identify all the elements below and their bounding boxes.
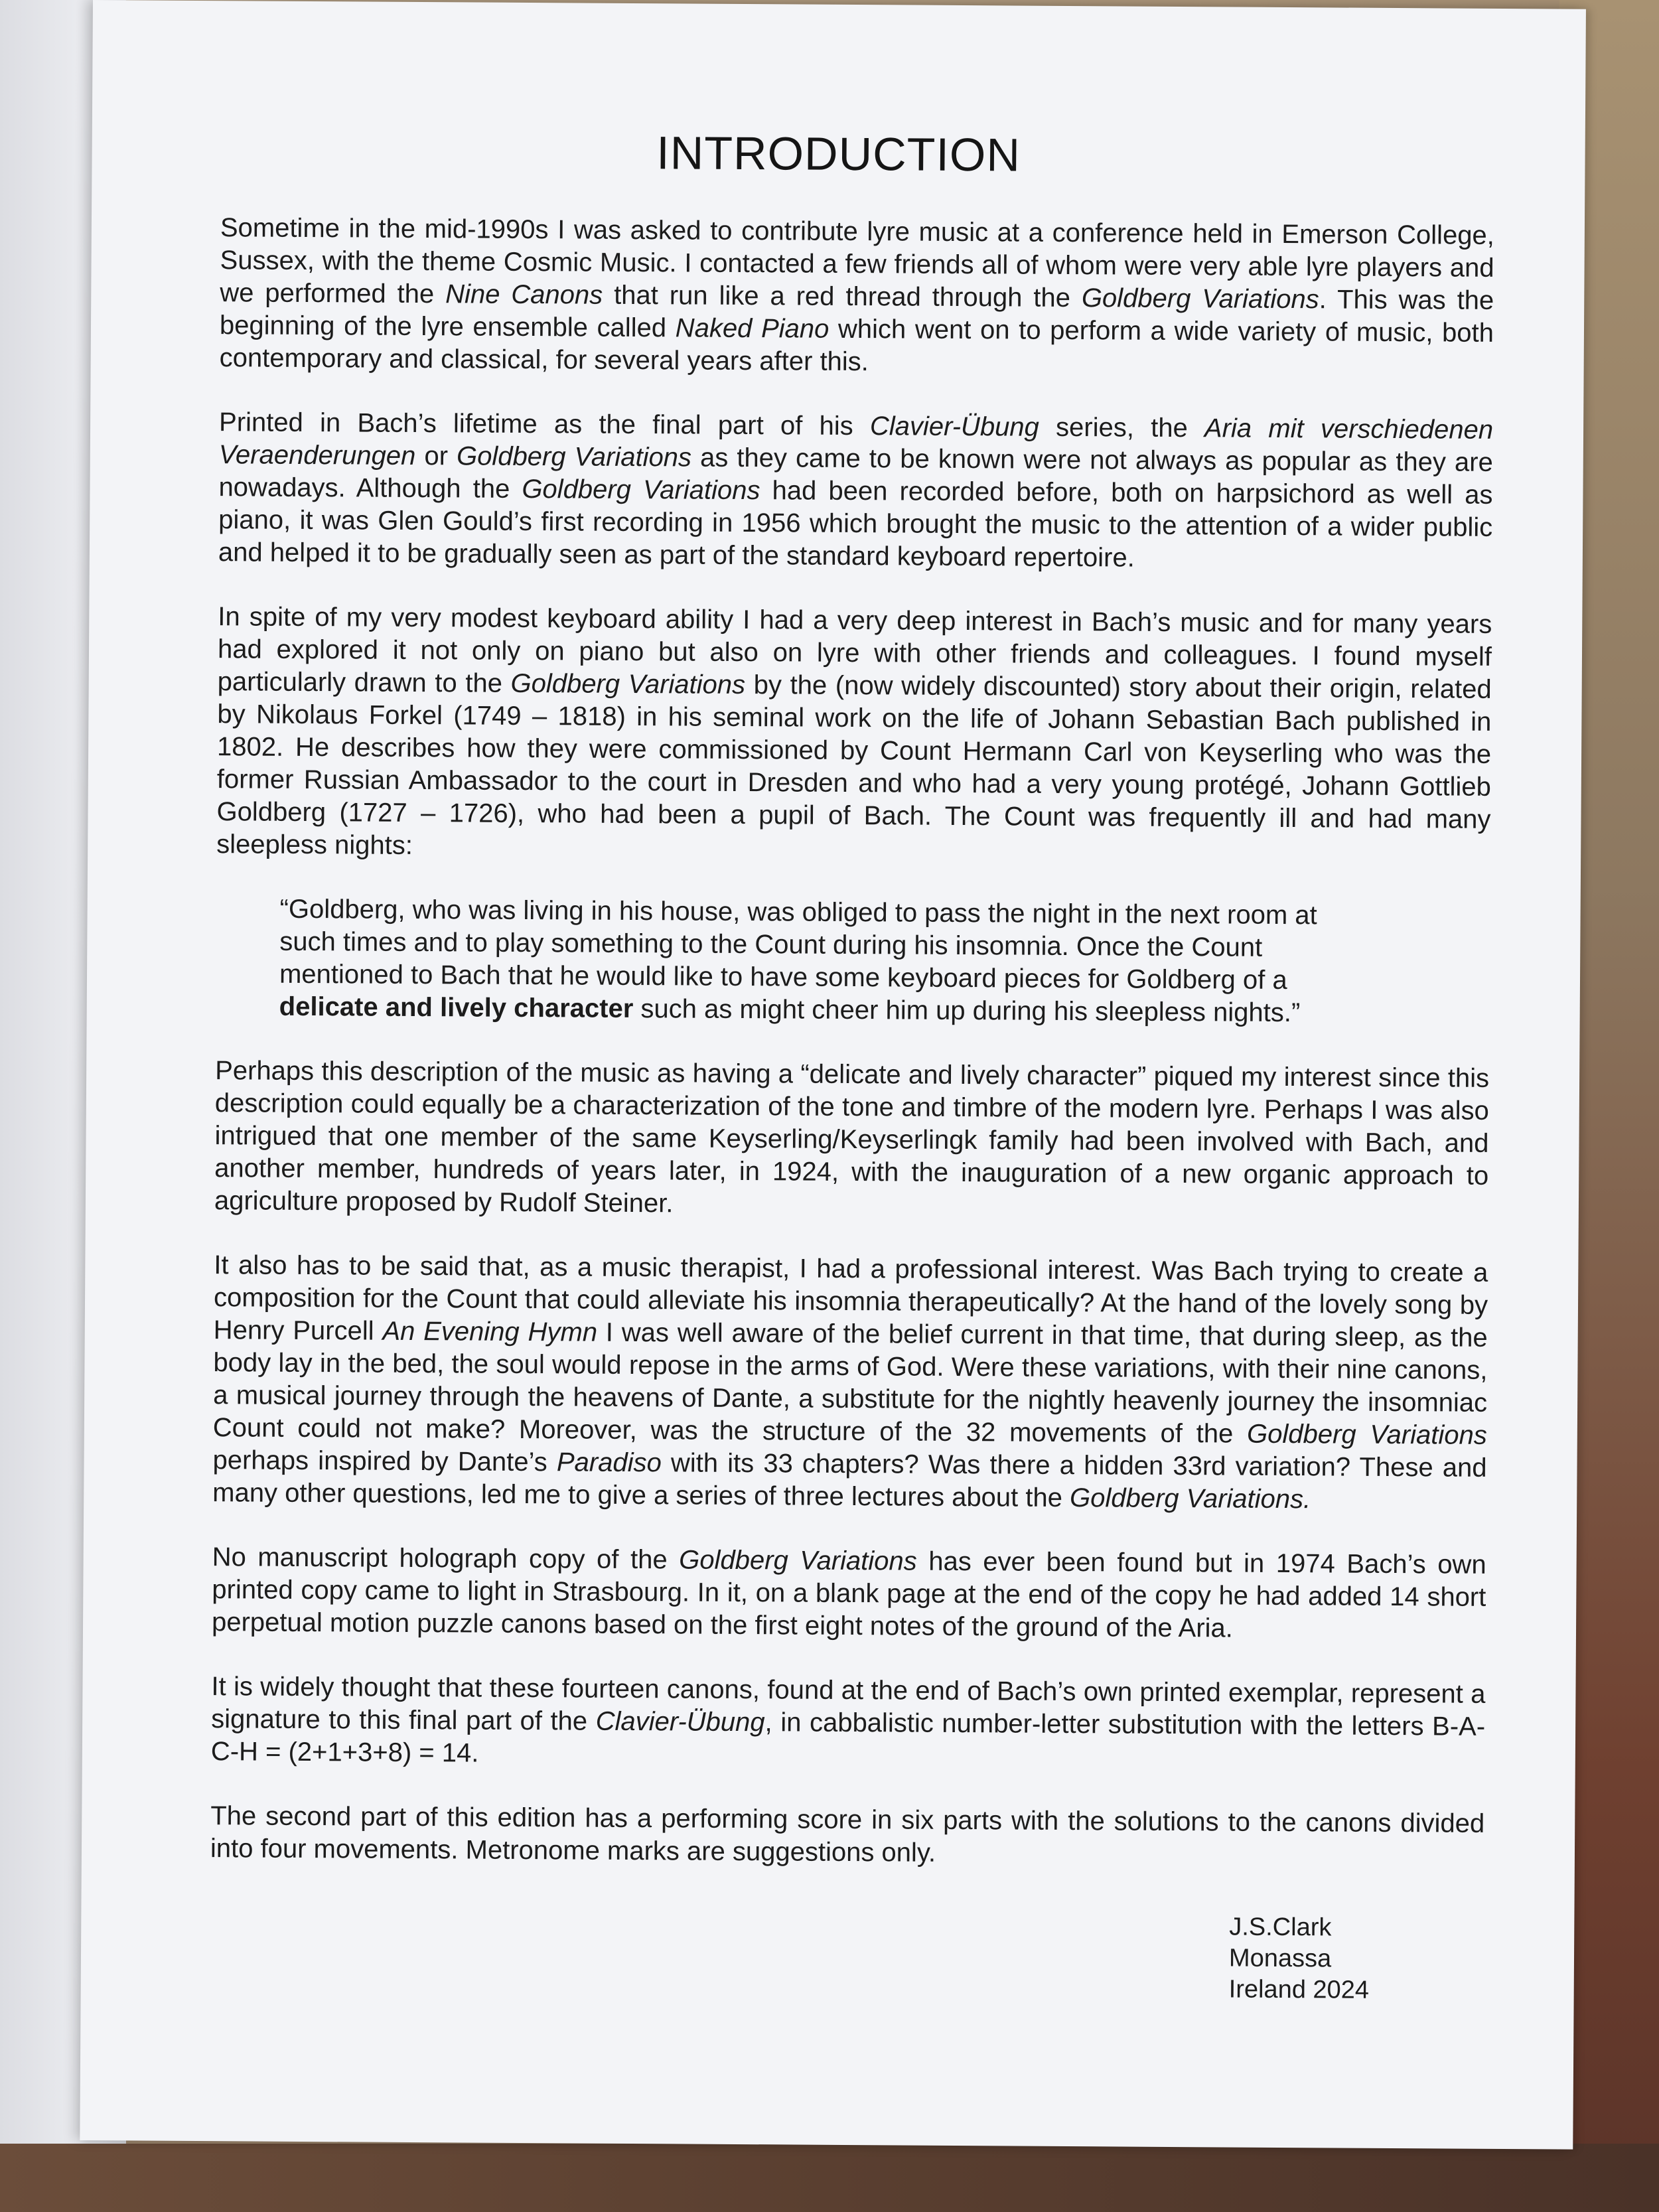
paragraph-text: I was well aware of the belief current in that time, that during sleep, as the body lay in the bed, the soul would repose in the arms of God. Were these variations, with their nine canons, a musical journey through the heavens of Dante, a substitute for the nightly heavenly journey the insomniac Count could not make? Moreover, was the structure of the 32 movements of the bbox=[212, 1317, 1488, 1449]
background-floor bbox=[0, 2144, 1659, 2212]
document-page bbox=[80, 0, 1586, 2150]
signature-block bbox=[1229, 1912, 1370, 2006]
paragraph-text: Perhaps this description of the music as having a “delicate and lively character” piqued my interest since this description could equally be a characterization of the tone and timbre of the modern lyre. Perhaps I was also intrigued that one member of the same Keyserling/Keyserlingk family had been involved with Bach, and another member, hundreds of years later, in 1924, with the inauguration of a new organic approach to agriculture proposed by Rudolf Steiner. bbox=[214, 1056, 1490, 1218]
paragraph-text: Sometime in the mid-1990s I was asked to contribute lyre music at a conference held in Emerson College, Sussex, with the theme Cosmic Music. I contacted a few friends all of whom were very able lyre players and we performed the bbox=[220, 213, 1495, 309]
italic-text: Paradiso bbox=[556, 1447, 662, 1478]
author-name: J.S.Clark bbox=[1229, 1913, 1332, 1942]
body-paragraph bbox=[210, 1800, 1485, 1873]
italic-text: Clavier-Übung bbox=[869, 411, 1040, 442]
paragraph-text: No manuscript holograph copy of the bbox=[212, 1542, 680, 1575]
body-paragraph bbox=[211, 1670, 1486, 1776]
introduction-body bbox=[210, 212, 1494, 1905]
italic-text: Goldberg Variations. bbox=[1069, 1483, 1311, 1514]
bold-text: delicate and lively character bbox=[279, 992, 634, 1024]
body-paragraph bbox=[214, 1055, 1489, 1225]
paragraph-text: perhaps inspired by Dante’s bbox=[212, 1445, 557, 1477]
paragraph-text: series, the bbox=[1039, 412, 1205, 443]
paragraph-text: . This was the beginning of the lyre ensemble called bbox=[219, 285, 1494, 343]
body-paragraph bbox=[212, 1249, 1488, 1517]
author-country-year: Ireland 2024 bbox=[1228, 1975, 1370, 2004]
italic-text: Aria mit verschiedenen Veraenderungen bbox=[218, 413, 1494, 471]
paragraph-text: which went on to perform a wide variety of music, both contemporary and classical, for several years after this. bbox=[219, 314, 1494, 377]
paragraph-text: such as might cheer him up during his sleepless nights.” bbox=[633, 994, 1301, 1028]
italic-text: Nine Canons bbox=[445, 279, 603, 310]
paragraph-text: by the (now widely discounted) story about their origin, related by Nikolaus Forkel (1749 – 1818) in his seminal work on the life of Johann Sebastian Bach published in 1802. He describes how they were commissioned by Count Hermann Carl von Keyserling who was the former Russian Ambassador to the court in Dresden and who had a very young protégé, Johann Gottlieb Goldberg (1727 – 1726), who had been a pupil of Bach. The Count was frequently ill and had many sleepless nights: bbox=[216, 670, 1492, 860]
body-paragraph bbox=[216, 601, 1492, 869]
paragraph-text: , in cabbalistic number-letter substitution with the letters B-A-C-H = (2+1+3+8) = 14. bbox=[210, 1708, 1486, 1768]
paragraph-text: with its 33 chapters? Was there a hidden 33rd variation? These and many other questions, led me to give a series of three lectures about the bbox=[212, 1448, 1487, 1513]
paragraph-text: had been recorded before, both on harpsichord as well as piano, it was Glen Gould’s first recording in 1956 which brought the music to the attention of a wider public and helped it to be gradually seen as part of the standard keyboard repertoire. bbox=[218, 476, 1493, 573]
italic-text: Goldberg Variations bbox=[522, 474, 760, 506]
paragraph-text: or bbox=[415, 441, 457, 471]
page-title: INTRODUCTION bbox=[656, 127, 1021, 181]
italic-text: Goldberg Variations bbox=[679, 1545, 917, 1576]
body-paragraph bbox=[220, 212, 1494, 382]
paragraph-text: It also has to be said that, as a music therapist, I had a professional interest. Was Bach trying to create a composition for the Count that could alleviate his insomnia therapeutically? At the hand of the lovely song by Henry Purcell bbox=[213, 1250, 1488, 1346]
body-paragraph bbox=[218, 406, 1493, 577]
italic-text: Goldberg Variations bbox=[1081, 283, 1319, 315]
body-paragraph bbox=[212, 1541, 1486, 1647]
paragraph-text: as they came to be known were not always as popular as they are nowadays. Although the bbox=[218, 443, 1493, 504]
paragraph-text: “Goldberg, who was living in his house, was obliged to pass the night in the next room at such times and to play something to the Count during his insomnia. Once the Count mentioned to Bach that he would like to have some keyboard pieces for Goldberg of a bbox=[279, 894, 1317, 995]
paragraph-text: It is widely thought that these fourteen canons, found at the end of Bach’s own printed exemplar, represent a signature to this final part of the bbox=[211, 1672, 1486, 1736]
paragraph-text: In spite of my very modest keyboard ability I had a very deep interest in Bach’s music and for many years had explored it not only on piano but also on lyre with other friends and colleagues. I found myself particularly drawn to the bbox=[217, 602, 1492, 698]
block-quote bbox=[279, 893, 1348, 1030]
italic-text: Goldberg Variations bbox=[510, 668, 746, 700]
italic-text: An Evening Hymn bbox=[382, 1316, 598, 1347]
paragraph-text: Printed in Bach’s lifetime as the final part of his bbox=[218, 407, 871, 441]
author-place: Monassa bbox=[1228, 1944, 1332, 1973]
paragraph-text: The second part of this edition has a performing score in six parts with the solutions to the canons divided into four movements. Metronome marks are suggestions only. bbox=[210, 1801, 1485, 1868]
paragraph-text: that run like a red thread through the bbox=[603, 280, 1082, 313]
italic-text: Naked Piano bbox=[675, 313, 830, 344]
paragraph-text: has ever been found but in 1974 Bach’s own printed copy came to light in Strasbourg. In it, on a blank page at the end of the copy he had added 14 short perpetual motion puzzle canons based on the first eight notes of the ground of the Aria. bbox=[211, 1546, 1486, 1643]
italic-text: Clavier-Übung bbox=[595, 1706, 765, 1737]
italic-text: Goldberg Variations bbox=[456, 441, 692, 473]
italic-text: Goldberg Variations bbox=[1246, 1419, 1487, 1450]
